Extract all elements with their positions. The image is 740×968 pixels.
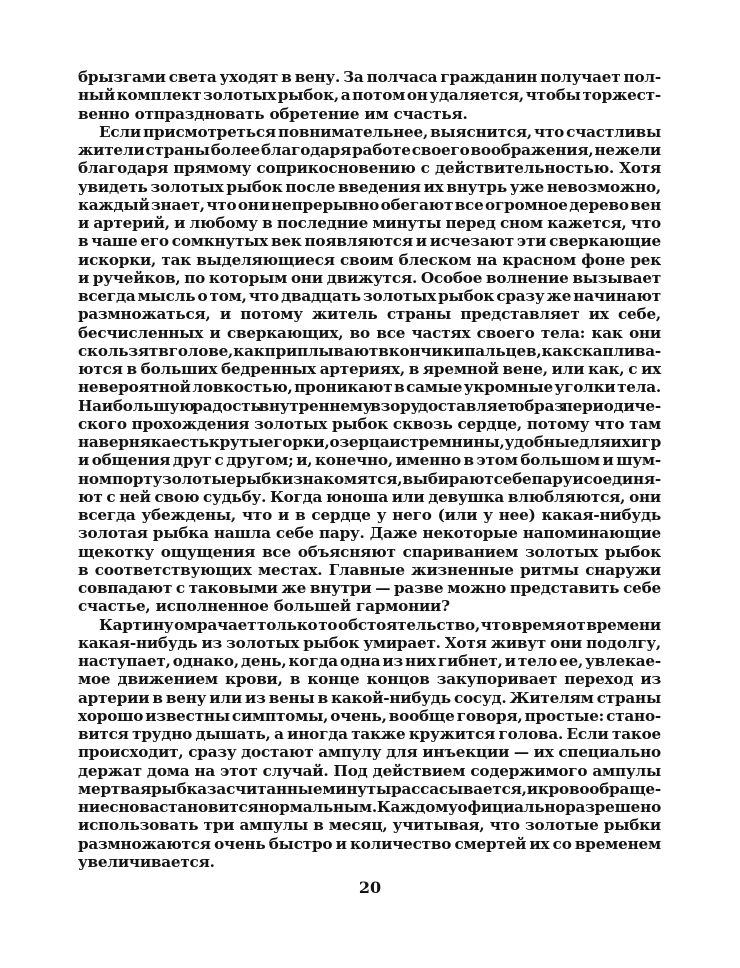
text-line: какая-нибудь из золотых рыбок умирает. Хотя живут они подолгу, xyxy=(78,633,661,652)
text-line: и артерий, и любому в последние минуты перед сном кажется, что xyxy=(78,214,661,232)
page-body xyxy=(78,68,661,871)
text-line: ние снова становится нормальным. Каждому официально разрешено xyxy=(78,798,661,816)
text-line: размножаться, и потому житель страны представляет их себе, xyxy=(78,305,661,324)
text-line: счастье, исполненное большей гармонии? xyxy=(78,597,450,616)
text-line: мертвая рыбка за считанные минуты рассасывается, и кровообраще- xyxy=(78,779,661,798)
text-line: невероятной ловкостью, проникают в самые укромные уголки тела. xyxy=(78,378,661,397)
text-line: совпадают с таковыми же внутри — разве можно представить себе xyxy=(78,579,661,597)
text-line: ются в больших бедренных артериях, в яремной вене, или как, с их xyxy=(78,360,661,378)
text-line: артерии в вену или из вены в какой-нибудь сосуд. Жителям страны xyxy=(78,688,661,707)
text-line: мое движением крови, в конце концов закупоривает переход из xyxy=(78,670,661,689)
document-text xyxy=(78,68,661,871)
text-line: и общения друг с другом; и, конечно, именно в этом большом и шум- xyxy=(78,451,661,470)
text-line: жители страны более благодаря работе своего воображения, нежели xyxy=(78,141,661,159)
paragraph xyxy=(78,68,661,123)
text-line: ный комплект золотых рыбок, а потом он удаляется, чтобы торжест- xyxy=(78,86,661,105)
text-line: скользят в голове, как приплывают в кончики пальцев, как скаплива- xyxy=(78,341,661,360)
paragraph xyxy=(78,123,661,616)
text-line: всегда мысль о том, что двадцать золотых рыбок сразу же начинают xyxy=(78,287,661,305)
text-line: брызгами света уходят в вену. За полчаса гражданин получает пол- xyxy=(78,68,661,86)
text-line: каждый знает, что они непрерывно обегают все огромное дерево вен xyxy=(78,195,661,214)
text-line: использовать три ампулы в месяц, учитывая, что золотые рыбки xyxy=(78,816,661,835)
text-line: и ручейков, по которым они движутся. Особое волнение вызывает xyxy=(78,268,661,287)
text-line: происходит, сразу достают ампулу для инъекции — их специально xyxy=(78,743,661,762)
text-line: в соответствующих местах. Главные жизненные ритмы снаружи xyxy=(78,560,661,579)
text-line: держат дома на этот случай. Под действием содержимого ампулы xyxy=(78,761,661,780)
paragraph xyxy=(78,616,661,872)
text-line: в чаше его сомкнутых век появляются и исчезают эти сверкающие xyxy=(78,232,661,251)
text-line: всегда убеждены, что и в сердце у него (или у нее) какая-нибудь xyxy=(78,506,661,524)
text-line: увидеть золотых рыбок после введения их внутрь уже невозможно, xyxy=(78,177,661,196)
text-line: ского прохождения золотых рыбок сквозь сердце, потому что там xyxy=(78,414,661,433)
text-line: наступает, однако, день, когда одна из них гибнет, и тело ее, увлекае- xyxy=(78,652,661,670)
text-line: ном порту золотые рыбки знакомятся, выбирают себе пару и соединя- xyxy=(78,469,661,488)
text-line: вится трудно дышать, а иногда также кружится голова. Если такое xyxy=(78,725,661,743)
text-line: ют с ней свою судьбу. Когда юноша или девушка влюбляются, они xyxy=(78,487,661,506)
text-line: искорки, так выделяющиеся своим блеском на красном фоне рек xyxy=(78,250,661,269)
text-line: Наибольшую радость внутреннему взору доставляет образ периодиче- xyxy=(78,396,661,415)
text-line: Если присмотреться повнимательнее, выяснится, что счастливы xyxy=(99,122,661,141)
text-line: бесчисленных и сверкающих, во все частях своего тела: как они xyxy=(78,323,661,342)
text-line: наверняка есть крутые горки, озерца и стремнины, удобные для их игр xyxy=(78,433,661,451)
text-line: увеличивается. xyxy=(78,852,215,871)
text-line: золотая рыбка нашла себе пару. Даже некоторые напоминающие xyxy=(78,524,661,543)
text-line: размножаются очень быстро и количество смертей их со временем xyxy=(78,834,661,853)
text-line: Картину омрачает только то обстоятельство, что время от времени xyxy=(99,615,661,634)
text-line: благодаря прямому соприкосновению с действительностью. Хотя xyxy=(78,159,661,178)
page-number: 20 xyxy=(358,878,382,897)
text-line: хорошо известны симптомы, очень, вообще говоря, простые: стано- xyxy=(78,706,661,725)
text-line: венно отпраздновать обретение им счастья. xyxy=(78,104,468,123)
text-line: щекотку ощущения все объясняют спариванием золотых рыбок xyxy=(78,542,661,561)
